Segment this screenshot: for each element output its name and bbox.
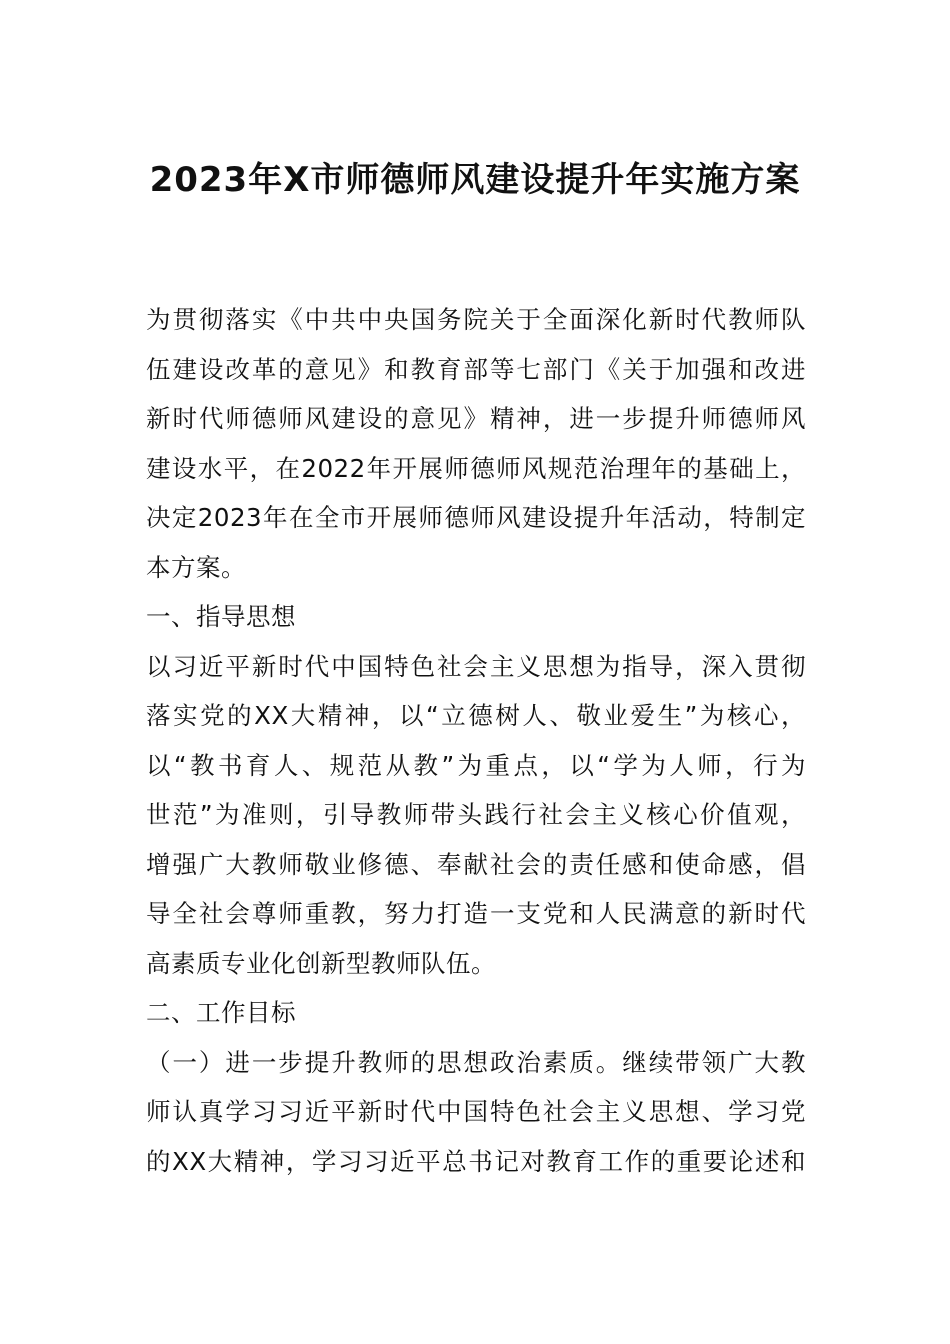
paragraph-guiding-line-6: 导全社会尊师重教，努力打造一支党和人民满意的新时代: [146, 899, 806, 928]
section-heading-guiding-ideology: 一、指导思想: [146, 602, 296, 631]
paragraph-goals-line-2: 师认真学习习近平新时代中国特色社会主义思想、学习党: [146, 1097, 806, 1126]
document-body: [146, 295, 806, 1186]
paragraph-goals-line-1: （一）进一步提升教师的思想政治素质。继续带领广大教: [146, 1047, 806, 1077]
paragraph-intro-line-4: 建设水平，在2022年开展师德师风规范治理年的基础上，: [146, 453, 806, 483]
paragraph-guiding-line-4: 世范”为准则，引导教师带头践行社会主义核心价值观，: [146, 800, 806, 829]
paragraph-intro-line-5: 决定2023年在全市开展师德师风建设提升年活动，特制定: [146, 503, 806, 532]
paragraph-intro-line-1: 为贯彻落实《中共中央国务院关于全面深化新时代教师队: [146, 305, 806, 334]
paragraph-intro-line-6: 本方案。: [146, 552, 246, 582]
paragraph-guiding-line-5: 增强广大教师敬业修德、奉献社会的责任感和使命感，倡: [146, 849, 806, 879]
paragraph-intro-line-3: 新时代师德师风建设的意见》精神，进一步提升师德师风: [146, 404, 806, 433]
paragraph-intro-line-2: 伍建设改革的意见》和教育部等七部门《关于加强和改进: [146, 354, 806, 384]
paragraph-guiding-line-7: 高素质专业化创新型教师队伍。: [146, 948, 496, 978]
document-title: 2023年X市师德师风建设提升年实施方案: [149, 160, 801, 200]
paragraph-guiding-line-3: 以“教书育人、规范从教”为重点，以“学为人师，行为: [146, 750, 806, 780]
paragraph-goals-line-3: 的XX大精神，学习习近平总书记对教育工作的重要论述和: [146, 1146, 806, 1176]
paragraph-guiding-line-1: 以习近平新时代中国特色社会主义思想为指导，深入贯彻: [146, 651, 806, 681]
paragraph-guiding-line-2: 落实党的XX大精神，以“立德树人、敬业爱生”为核心，: [146, 701, 806, 730]
section-heading-work-goals: 二、工作目标: [146, 998, 296, 1027]
